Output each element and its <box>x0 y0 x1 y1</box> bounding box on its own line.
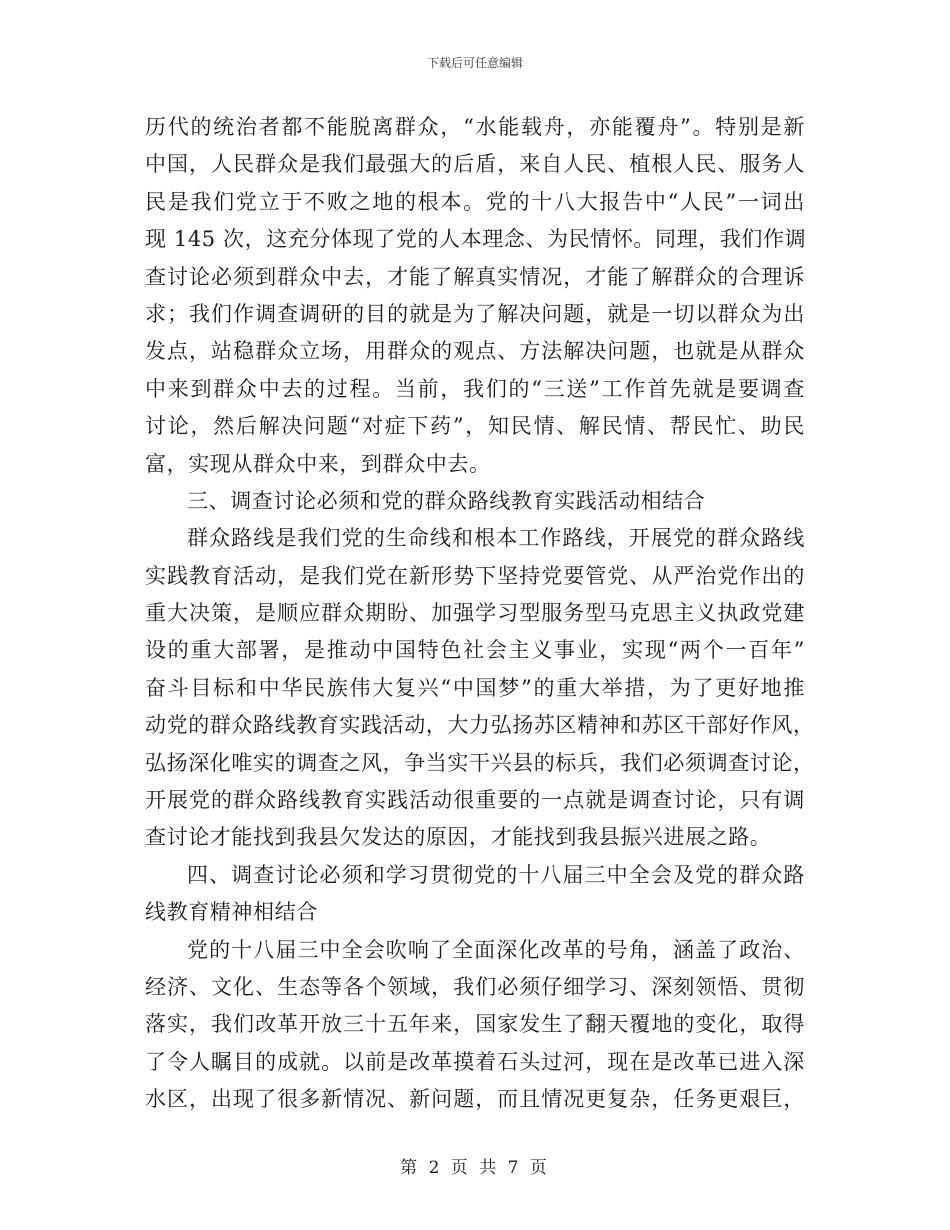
text-line: 现 145 次，这充分体现了党的人本理念、为民情怀。同理，我们作调 <box>145 227 807 252</box>
text-line: 经济、文化、生态等各个领域，我们必须仔细学习、深刻领悟、贯彻 <box>145 974 805 999</box>
text-line: 三、调查讨论必须和党的群众路线教育实践活动相结合 <box>187 488 706 513</box>
text-line: 中国，人民群众是我们最强大的后盾，来自人民、植根人民、服务人 <box>145 152 805 177</box>
text-line: 实践教育活动，是我们党在新形势下坚持党要管党、从严治党作出的 <box>145 563 805 588</box>
text-line: 线教育精神相结合 <box>145 900 318 925</box>
text-line: 了令人瞩目的成就。以前是改革摸着石头过河，现在是改革已进入深 <box>145 1049 805 1074</box>
text-line: 中来到群众中去的过程。当前，我们的“三送”工作首先就是要调查 <box>145 376 805 401</box>
text-line: 重大决策，是顺应群众期盼、加强学习型服务型马克思主义执政党建 <box>145 601 805 626</box>
text-line: 开展党的群众路线教育实践活动很重要的一点就是调查讨论，只有调 <box>145 788 805 813</box>
text-line: 发点，站稳群众立场，用群众的观点、方法解决问题，也就是从群众 <box>145 339 805 364</box>
page-header: 下载后可任意编辑 <box>426 56 523 70</box>
text-line: 奋斗目标和中华民族伟大复兴“中国梦”的重大举措，为了更好地推 <box>145 675 805 700</box>
text-line: 讨论，然后解决问题“对症下药”，知民情、解民情、帮民忙、助民 <box>145 414 805 439</box>
text-line: 求；我们作调查调研的目的就是为了解决问题，就是一切以群众为出 <box>145 301 805 326</box>
document-body <box>145 109 815 1119</box>
text-line: 查讨论才能找到我县欠发达的原因，才能找到我县振兴进展之路。 <box>145 825 772 850</box>
text-line: 党的十八届三中全会吹响了全面深化改革的号角，涵盖了政治、 <box>187 937 805 962</box>
text-line: 富，实现从群众中来，到群众中去。 <box>145 451 491 476</box>
text-line: 四、调查讨论必须和学习贯彻党的十八届三中全会及党的群众路 <box>187 862 805 887</box>
text-line: 弘扬深化唯实的调查之风，争当实干兴县的标兵，我们必须调查讨论， <box>145 750 815 775</box>
text-line: 民是我们党立于不败之地的根本。党的十八大报告中“人民”一词出 <box>145 189 805 214</box>
text-line: 动党的群众路线教育实践活动，大力弘扬苏区精神和苏区干部好作风， <box>145 713 815 738</box>
text-line: 水区，出现了很多新情况、新问题，而且情况更复杂，任务更艰巨， <box>145 1087 805 1112</box>
text-line: 群众路线是我们党的生命线和根本工作路线，开展党的群众路线 <box>187 526 805 551</box>
page-footer: 第 2 页 共 7 页 <box>400 1158 550 1178</box>
text-line: 查讨论必须到群众中去，才能了解真实情况，才能了解群众的合理诉 <box>145 264 805 289</box>
text-line: 设的重大部署，是推动中国特色社会主义事业，实现“两个一百年” <box>145 638 805 663</box>
text-line: 落实，我们改革开放三十五年来，国家发生了翻天覆地的变化，取得 <box>145 1012 805 1037</box>
text-line: 历代的统治者都不能脱离群众，“水能载舟，亦能覆舟”。特别是新 <box>145 115 805 139</box>
